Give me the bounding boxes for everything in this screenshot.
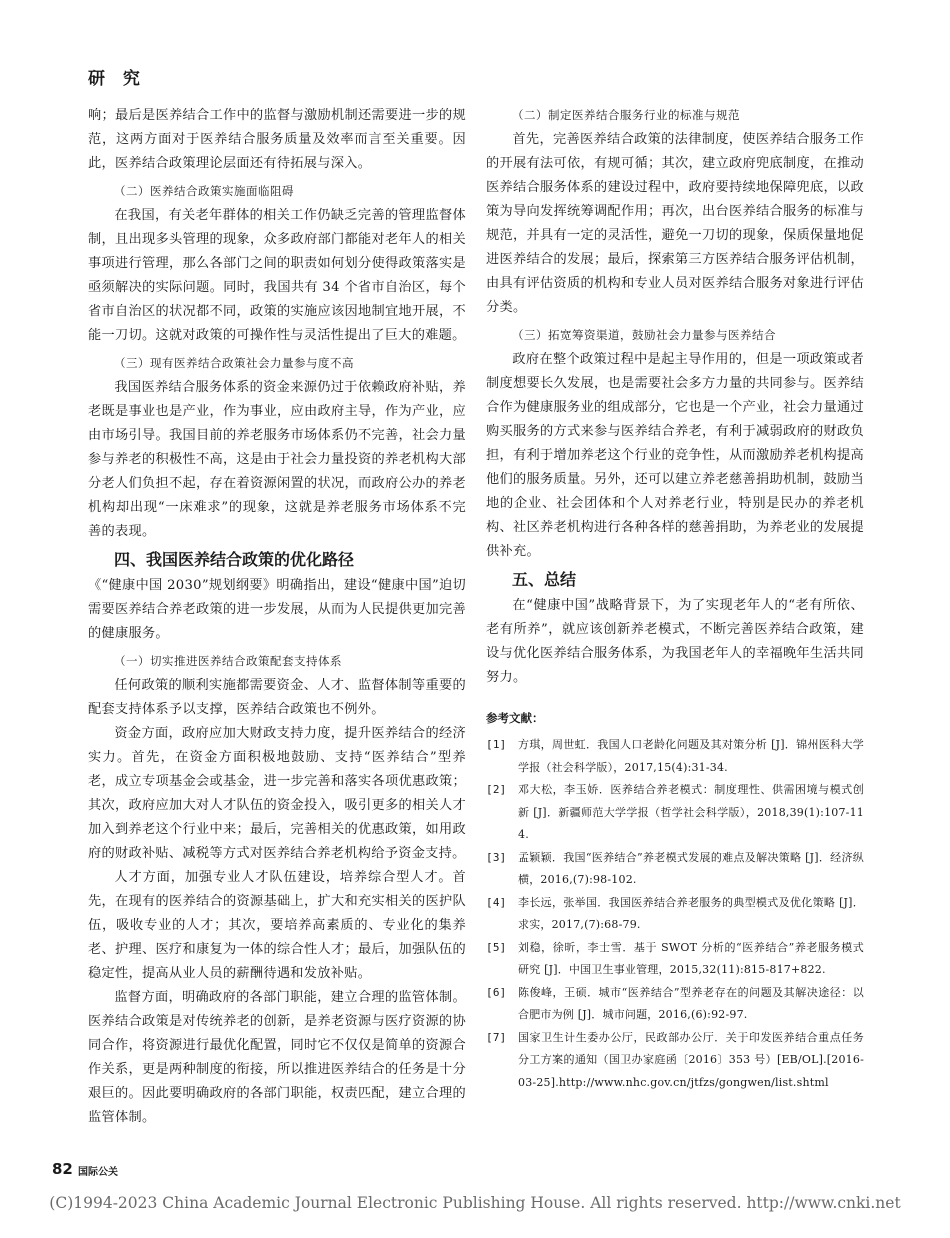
- references-list: [486, 734, 864, 1094]
- reference-item: [486, 1027, 864, 1095]
- journal-name: 国际公关: [78, 1167, 118, 1178]
- copyright-watermark: (C)1994-2023 China Academic Journal Electronic Publishing House. All rights reserved. http://www.cnki.net: [49, 1194, 901, 1212]
- left-column: [88, 104, 466, 1130]
- paragraph: 任何政策的顺利实施都需要资金、人才、监督体制等重要的配套支持体系予以支撑，医养结合政策也不例外。: [88, 678, 466, 717]
- reference-number: [2]: [486, 783, 507, 796]
- paragraph: 在我国，有关老年群体的相关工作仍缺乏完善的管理监督体制，且出现多头管理的现象，众多政府部门都能对老年人的相关事项进行管理，那么各部门之间的职责如何划分使得政策落实是亟须解决的实际问题。同时，我国共有 34 个省市自治区，每个省市自治区的状况都不同，政策的实施应该因地制宜地开展，不能一刀切。这就对政策的可操作性与灵活性提出了巨大的难题。: [88, 208, 466, 343]
- reference-item: [486, 779, 864, 847]
- section-tag: 研 究: [88, 69, 146, 89]
- reference-text: 陈俊峰，王硕．城市“医养结合”型养老存在的问题及其解决途径：以合肥市为例 [J]．城市问题，2016,(6):92-97.: [518, 985, 864, 1021]
- reference-item: [486, 892, 864, 937]
- subheading-standards: （二）制定医养结合服务行业的标准与规范: [512, 108, 740, 122]
- page-number: 82: [52, 1160, 73, 1178]
- reference-text: 孟颖颖．我国“医养结合”养老模式发展的难点及解决策略 [J]．经济纵横，2016,(7):98-102.: [518, 850, 864, 886]
- reference-number: [3]: [486, 850, 507, 864]
- reference-number: [6]: [486, 985, 507, 999]
- section-heading-summary: 五、总结: [512, 570, 577, 589]
- subheading-implementation-obstacles: （二）医养结合政策实施面临阻碍: [114, 184, 294, 198]
- paragraph-continuation: 响；最后是医养结合工作中的监督与激励机制还需要进一步的规范，这两方面对于医养结合服务质量及效率而言至关重要。因此，医养结合政策理论层面还有待拓展与深入。: [88, 108, 466, 171]
- paragraph: 资金方面，政府应加大财政支持力度，提升医养结合的经济实力。首先，在资金方面积极地鼓励、支持“医养结合”型养老，成立专项基金会或基金，进一步完善和落实各项优惠政策；其次，政府应加大对人才队伍的资金投入，吸引更多的相关人才加入到养老这个行业中来；最后，完善相关的优惠政策，如用政府的财政补贴、减税等方式对医养结合养老机构给予资金支持。: [88, 726, 466, 861]
- references-title: 参考文献：: [486, 711, 544, 725]
- section-heading-optimization: 四、我国医养结合政策的优化路径: [114, 550, 355, 569]
- reference-text: 邓大松，李玉娇．医养结合养老模式：制度理性、供需困境与模式创新 [J]．新疆师范大学学报（哲学社会科学版），2018,39(1):107-114.: [518, 783, 864, 841]
- reference-number: [1]: [486, 738, 507, 751]
- reference-item: [486, 937, 864, 982]
- paragraph: 监督方面，明确政府的各部门职能，建立合理的监管体制。医养结合政策是对传统养老的创新，是养老资源与医疗资源的协同合作，将资源进行最优化配置，同时它不仅仅是简单的资源合作关系，更是两种制度的衔接，所以推进医养结合的任务是十分艰巨的。因此要明确政府的各部门职能，权责匹配，建立合理的监管体制。: [88, 990, 466, 1125]
- paragraph: 首先，完善医养结合政策的法律制度，使医养结合服务工作的开展有法可依，有规可循；其次，建立政府兜底制度，在推动医养结合服务体系的建设过程中，政府要持续地保障兜底，以政策为导向发挥统筹调配作用；再次，出台医养结合服务的标准与规范，并具有一定的灵活性，避免一刀切的现象，保质保量地促进医养结合的发展；最后，探索第三方医养结合服务评估机制，由具有评估资质的机构和专业人员对医养结合服务对象进行评估分类。: [486, 132, 864, 315]
- reference-number: [7]: [486, 1030, 507, 1044]
- paragraph: 《“健康中国 2030”规划纲要》明确指出，建设“健康中国”迫切需要医养结合养老政策的进一步发展，从而为人民提供更加完善的健康服务。: [88, 578, 466, 641]
- paragraph: 我国医养结合服务体系的资金来源仍过于依赖政府补贴，养老既是事业也是产业，作为事业，应由政府主导，作为产业，应由市场引导。我国目前的养老服务市场体系仍不完善，社会力量参与养老的积极性不高，这是由于社会力量投资的养老机构大部分老人们负担不起，存在着资源闲置的状况，而政府公办的养老机构却出现“一床难求”的现象，这就是养老服务市场体系不完善的表现。: [88, 380, 466, 539]
- reference-number: [4]: [486, 895, 507, 909]
- subheading-funding-channels: （三）拓宽筹资渠道，鼓励社会力量参与医养结合: [512, 328, 776, 342]
- right-column: [486, 104, 864, 1094]
- reference-text: 刘稳，徐昕，李士雪．基于 SWOT 分析的“医养结合”养老服务模式研究 [J]．中国卫生事业管理，2015,32(11):815-817+822.: [518, 940, 864, 976]
- reference-item: [486, 982, 864, 1027]
- paragraph: 在“健康中国”战略背景下，为了实现老年人的“老有所依、老有所养”，就应该创新养老模式，不断完善医养结合政策，建设与优化医养结合服务体系，为我国老年人的幸福晚年生活共同努力。: [486, 598, 864, 685]
- reference-text: 国家卫生计生委办公厅，民政部办公厅．关于印发医养结合重点任务分工方案的通知（国卫办家庭函〔2016〕353 号）[EB/OL].[2016-03-25].http://www.nhc.gov.cn/jtfzs/gongwen/list.shtml: [518, 1030, 864, 1089]
- reference-item: [486, 847, 864, 892]
- reference-text: 李长远，张举国．我国医养结合养老服务的典型模式及优化策略 [J]．求实，2017,(7):68-79.: [518, 895, 864, 931]
- paragraph: 人才方面，加强专业人才队伍建设，培养综合型人才。首先，在现有的医养结合的资源基础上，扩大和充实相关的医护队伍，吸收专业的人才；其次，要培养高素质的、专业化的集养老、护理、医疗和康复为一体的综合性人才；最后，加强队伍的稳定性，提高从业人员的薪酬待遇和发放补贴。: [88, 870, 466, 981]
- reference-item: [486, 734, 864, 779]
- subheading-support-system: （一）切实推进医养结合政策配套支持体系: [114, 654, 342, 668]
- paragraph: 政府在整个政策过程中是起主导作用的，但是一项政策或者制度想要长久发展，也是需要社会多方力量的共同参与。医养结合作为健康服务业的组成部分，它也是一个产业，社会力量通过购买服务的方式来参与医养结合养老，有利于减弱政府的财政负担，有利于增加养老这个行业的竞争性，从而激励养老机构提高他们的服务质量。另外，还可以建立养老慈善捐助机制，鼓励当地的企业、社会团体和个人对养老行业，特别是民办的养老机构、社区养老机构进行各种各样的慈善捐助，为养老业的发展提供补充。: [486, 352, 864, 559]
- reference-text: 方琪，周世虹．我国人口老龄化问题及其对策分析 [J]．锦州医科大学学报（社会科学版），2017,15(4):31-34.: [518, 738, 864, 774]
- subheading-social-participation: （三）现有医养结合政策社会力量参与度不高: [114, 356, 354, 370]
- reference-number: [5]: [486, 940, 507, 954]
